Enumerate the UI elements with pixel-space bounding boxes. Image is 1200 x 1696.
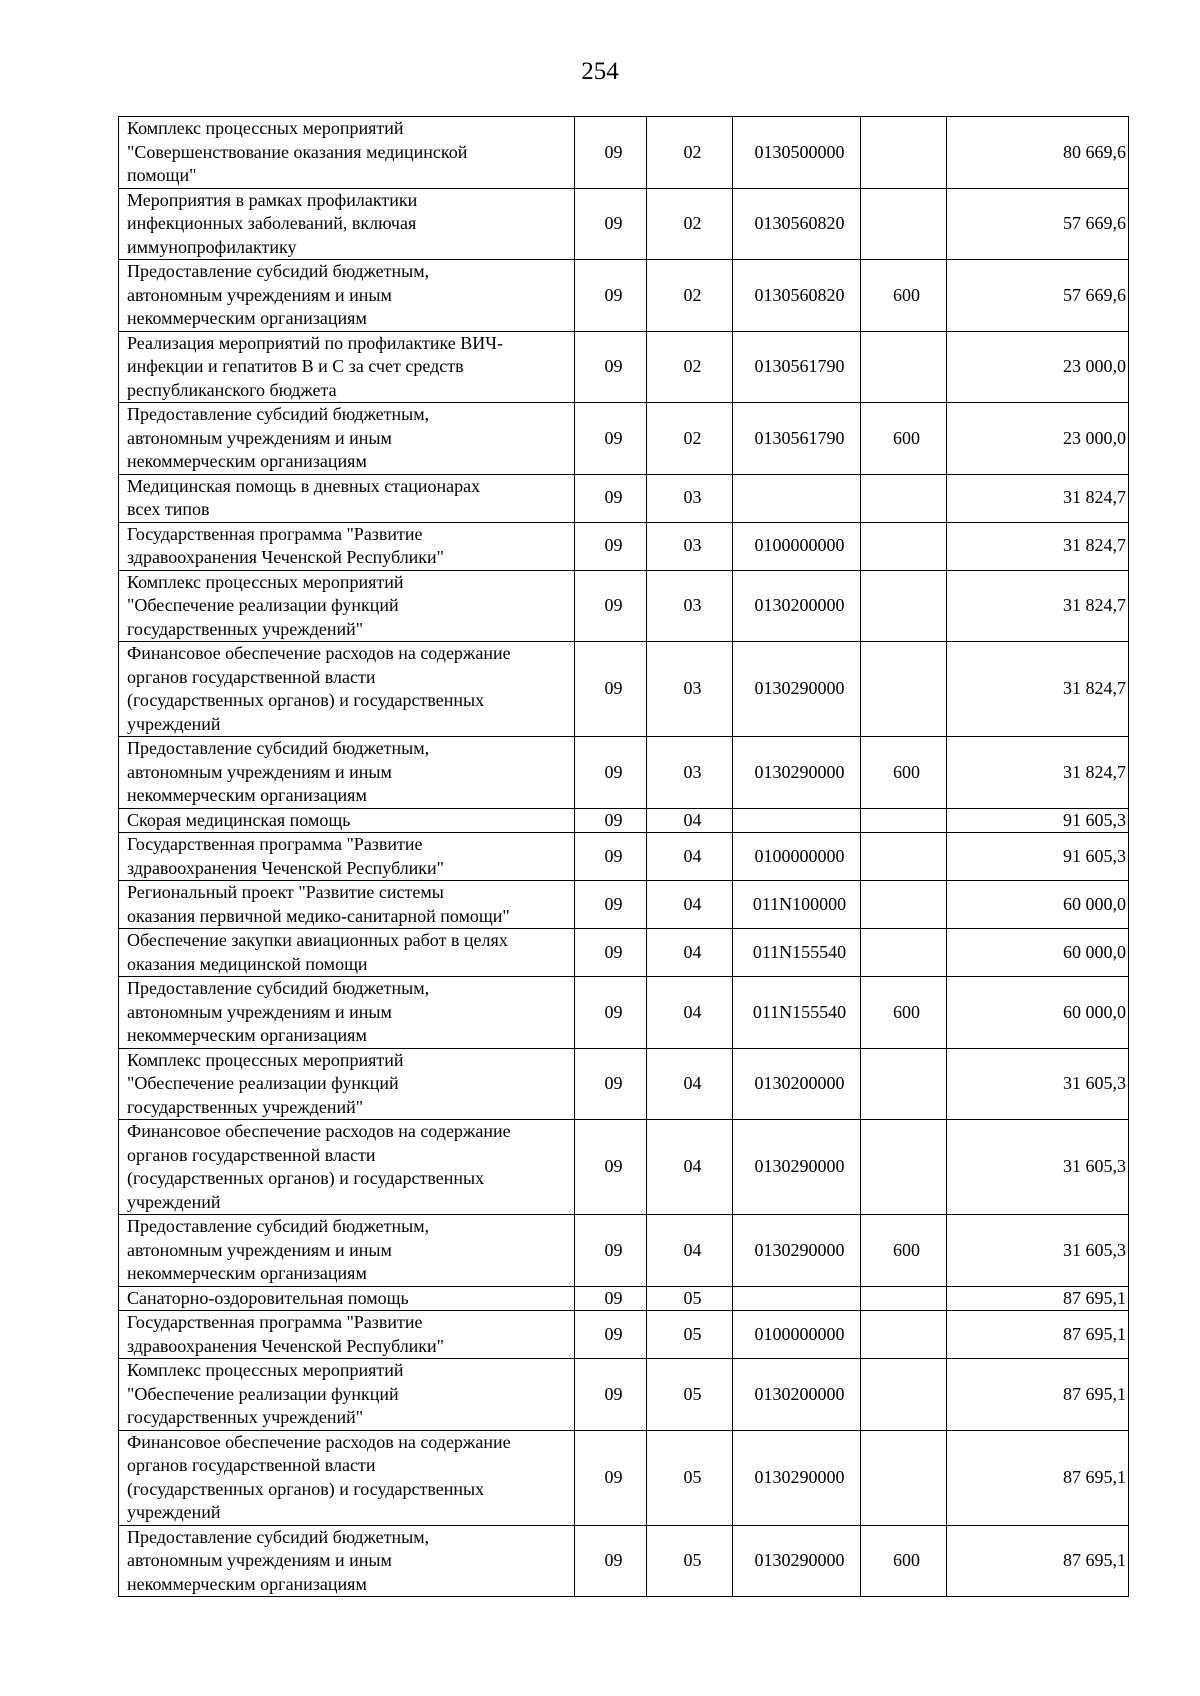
target-article-cell: 0130200000	[733, 1048, 861, 1120]
section-code-cell: 09	[575, 977, 647, 1049]
row-name-cell: Комплекс процессных мероприятий "Обеспечение реализации функций государственных учреждений"	[119, 1359, 575, 1431]
table-row	[119, 331, 1129, 403]
amount-cell: 23 000,0	[947, 403, 1129, 475]
amount-cell: 91 605,3	[947, 808, 1129, 833]
row-name-cell: Региональный проект "Развитие системы оказания первичной медико-санитарной помощи"	[119, 881, 575, 929]
target-article-cell: 0130290000	[733, 1430, 861, 1525]
amount-cell: 31 824,7	[947, 737, 1129, 809]
row-name-cell: Финансовое обеспечение расходов на содержание органов государственной власти (государственных органов) и государственных учреждений	[119, 1430, 575, 1525]
row-name-cell: Предоставление субсидий бюджетным, автономным учреждениям и иным некоммерческим организациям	[119, 403, 575, 475]
expense-type-cell: 600	[861, 977, 947, 1049]
subsection-code-cell: 04	[647, 977, 733, 1049]
budget-table	[118, 116, 1129, 1597]
table-row	[119, 117, 1129, 189]
row-name-cell: Предоставление субсидий бюджетным, автономным учреждениям и иным некоммерческим организациям	[119, 737, 575, 809]
amount-cell: 31 605,3	[947, 1120, 1129, 1215]
target-article-cell: 0130200000	[733, 570, 861, 642]
expense-type-cell	[861, 570, 947, 642]
row-name-cell: Финансовое обеспечение расходов на содержание органов государственной власти (государственных органов) и государственных учреждений	[119, 642, 575, 737]
table-row	[119, 929, 1129, 977]
amount-cell: 87 695,1	[947, 1286, 1129, 1311]
row-name-cell: Предоставление субсидий бюджетным, автономным учреждениям и иным некоммерческим организациям	[119, 1525, 575, 1597]
subsection-code-cell: 03	[647, 570, 733, 642]
subsection-code-cell: 05	[647, 1525, 733, 1597]
expense-type-cell	[861, 1359, 947, 1431]
table-row	[119, 737, 1129, 809]
expense-type-cell	[861, 1120, 947, 1215]
row-name-cell: Комплекс процессных мероприятий "Совершенствование оказания медицинской помощи"	[119, 117, 575, 189]
subsection-code-cell: 03	[647, 522, 733, 570]
amount-cell: 87 695,1	[947, 1311, 1129, 1359]
table-row	[119, 1286, 1129, 1311]
table-row	[119, 808, 1129, 833]
row-name-cell: Обеспечение закупки авиационных работ в целях оказания медицинской помощи	[119, 929, 575, 977]
row-name-cell: Предоставление субсидий бюджетным, автономным учреждениям и иным некоммерческим организациям	[119, 977, 575, 1049]
section-code-cell: 09	[575, 522, 647, 570]
subsection-code-cell: 03	[647, 737, 733, 809]
amount-cell: 31 605,3	[947, 1048, 1129, 1120]
page-number: 254	[581, 58, 619, 85]
section-code-cell: 09	[575, 1215, 647, 1287]
amount-cell: 91 605,3	[947, 833, 1129, 881]
table-row	[119, 474, 1129, 522]
amount-cell: 87 695,1	[947, 1430, 1129, 1525]
target-article-cell: 0100000000	[733, 833, 861, 881]
subsection-code-cell: 04	[647, 833, 733, 881]
target-article-cell	[733, 1286, 861, 1311]
row-name-cell: Реализация мероприятий по профилактике ВИЧ- инфекции и гепатитов B и C за счет средств республиканского бюджета	[119, 331, 575, 403]
table-row	[119, 1430, 1129, 1525]
section-code-cell: 09	[575, 929, 647, 977]
expense-type-cell	[861, 833, 947, 881]
expense-type-cell	[861, 331, 947, 403]
expense-type-cell	[861, 1286, 947, 1311]
amount-cell: 57 669,6	[947, 260, 1129, 332]
table-row	[119, 977, 1129, 1049]
table-row	[119, 260, 1129, 332]
target-article-cell	[733, 808, 861, 833]
expense-type-cell	[861, 1048, 947, 1120]
row-name-cell: Финансовое обеспечение расходов на содержание органов государственной власти (государственных органов) и государственных учреждений	[119, 1120, 575, 1215]
expense-type-cell	[861, 642, 947, 737]
row-name-cell: Государственная программа "Развитие здравоохранения Чеченской Республики"	[119, 1311, 575, 1359]
expense-type-cell: 600	[861, 737, 947, 809]
subsection-code-cell: 04	[647, 929, 733, 977]
amount-cell: 31 824,7	[947, 474, 1129, 522]
subsection-code-cell: 04	[647, 1048, 733, 1120]
section-code-cell: 09	[575, 833, 647, 881]
target-article-cell: 0130290000	[733, 1525, 861, 1597]
row-name-cell: Государственная программа "Развитие здравоохранения Чеченской Республики"	[119, 833, 575, 881]
table-row	[119, 403, 1129, 475]
target-article-cell: 0100000000	[733, 1311, 861, 1359]
expense-type-cell	[861, 1430, 947, 1525]
row-name-cell: Скорая медицинская помощь	[119, 808, 575, 833]
row-name-cell: Государственная программа "Развитие здравоохранения Чеченской Республики"	[119, 522, 575, 570]
target-article-cell: 011N100000	[733, 881, 861, 929]
target-article-cell: 0130290000	[733, 1120, 861, 1215]
target-article-cell: 0130560820	[733, 188, 861, 260]
expense-type-cell	[861, 929, 947, 977]
section-code-cell: 09	[575, 1048, 647, 1120]
expense-type-cell	[861, 474, 947, 522]
amount-cell: 60 000,0	[947, 929, 1129, 977]
target-article-cell: 0130561790	[733, 331, 861, 403]
section-code-cell: 09	[575, 642, 647, 737]
subsection-code-cell: 04	[647, 1215, 733, 1287]
section-code-cell: 09	[575, 403, 647, 475]
subsection-code-cell: 04	[647, 808, 733, 833]
section-code-cell: 09	[575, 808, 647, 833]
target-article-cell: 0130560820	[733, 260, 861, 332]
subsection-code-cell: 04	[647, 881, 733, 929]
amount-cell: 57 669,6	[947, 188, 1129, 260]
subsection-code-cell: 02	[647, 188, 733, 260]
row-name-cell: Комплекс процессных мероприятий "Обеспечение реализации функций государственных учреждений"	[119, 1048, 575, 1120]
subsection-code-cell: 02	[647, 260, 733, 332]
amount-cell: 80 669,6	[947, 117, 1129, 189]
subsection-code-cell: 03	[647, 642, 733, 737]
section-code-cell: 09	[575, 188, 647, 260]
amount-cell: 31 824,7	[947, 570, 1129, 642]
table-row	[119, 1048, 1129, 1120]
section-code-cell: 09	[575, 1359, 647, 1431]
expense-type-cell: 600	[861, 260, 947, 332]
expense-type-cell	[861, 808, 947, 833]
subsection-code-cell: 05	[647, 1311, 733, 1359]
section-code-cell: 09	[575, 260, 647, 332]
section-code-cell: 09	[575, 1311, 647, 1359]
target-article-cell: 011N155540	[733, 929, 861, 977]
section-code-cell: 09	[575, 1430, 647, 1525]
target-article-cell: 0130290000	[733, 642, 861, 737]
expense-type-cell: 600	[861, 1525, 947, 1597]
table-row	[119, 188, 1129, 260]
target-article-cell: 0130500000	[733, 117, 861, 189]
table-row	[119, 522, 1129, 570]
row-name-cell: Комплекс процессных мероприятий "Обеспечение реализации функций государственных учреждений"	[119, 570, 575, 642]
target-article-cell: 0100000000	[733, 522, 861, 570]
table-row	[119, 1120, 1129, 1215]
row-name-cell: Предоставление субсидий бюджетным, автономным учреждениям и иным некоммерческим организациям	[119, 260, 575, 332]
section-code-cell: 09	[575, 1525, 647, 1597]
table-row	[119, 1359, 1129, 1431]
subsection-code-cell: 02	[647, 331, 733, 403]
amount-cell: 31 824,7	[947, 522, 1129, 570]
subsection-code-cell: 04	[647, 1120, 733, 1215]
amount-cell: 87 695,1	[947, 1359, 1129, 1431]
row-name-cell: Санаторно-оздоровительная помощь	[119, 1286, 575, 1311]
section-code-cell: 09	[575, 1286, 647, 1311]
expense-type-cell	[861, 117, 947, 189]
expense-type-cell: 600	[861, 1215, 947, 1287]
row-name-cell: Мероприятия в рамках профилактики инфекционных заболеваний, включая иммунопрофилактику	[119, 188, 575, 260]
target-article-cell: 0130561790	[733, 403, 861, 475]
table-row	[119, 570, 1129, 642]
section-code-cell: 09	[575, 1120, 647, 1215]
amount-cell: 31 824,7	[947, 642, 1129, 737]
expense-type-cell	[861, 881, 947, 929]
subsection-code-cell: 02	[647, 117, 733, 189]
expense-type-cell: 600	[861, 403, 947, 475]
amount-cell: 87 695,1	[947, 1525, 1129, 1597]
row-name-cell: Медицинская помощь в дневных стационарах всех типов	[119, 474, 575, 522]
subsection-code-cell: 03	[647, 474, 733, 522]
budget-table-body	[119, 117, 1129, 1597]
expense-type-cell	[861, 1311, 947, 1359]
table-row	[119, 881, 1129, 929]
subsection-code-cell: 05	[647, 1286, 733, 1311]
table-row	[119, 642, 1129, 737]
table-row	[119, 1525, 1129, 1597]
table-row	[119, 1215, 1129, 1287]
section-code-cell: 09	[575, 117, 647, 189]
target-article-cell	[733, 474, 861, 522]
section-code-cell: 09	[575, 331, 647, 403]
target-article-cell: 0130290000	[733, 737, 861, 809]
subsection-code-cell: 05	[647, 1359, 733, 1431]
table-row	[119, 833, 1129, 881]
subsection-code-cell: 05	[647, 1430, 733, 1525]
target-article-cell: 0130290000	[733, 1215, 861, 1287]
amount-cell: 31 605,3	[947, 1215, 1129, 1287]
section-code-cell: 09	[575, 570, 647, 642]
expense-type-cell	[861, 188, 947, 260]
section-code-cell: 09	[575, 881, 647, 929]
row-name-cell: Предоставление субсидий бюджетным, автономным учреждениям и иным некоммерческим организациям	[119, 1215, 575, 1287]
target-article-cell: 0130200000	[733, 1359, 861, 1431]
amount-cell: 60 000,0	[947, 881, 1129, 929]
section-code-cell: 09	[575, 474, 647, 522]
table-row	[119, 1311, 1129, 1359]
amount-cell: 60 000,0	[947, 977, 1129, 1049]
amount-cell: 23 000,0	[947, 331, 1129, 403]
section-code-cell: 09	[575, 737, 647, 809]
subsection-code-cell: 02	[647, 403, 733, 475]
target-article-cell: 011N155540	[733, 977, 861, 1049]
expense-type-cell	[861, 522, 947, 570]
